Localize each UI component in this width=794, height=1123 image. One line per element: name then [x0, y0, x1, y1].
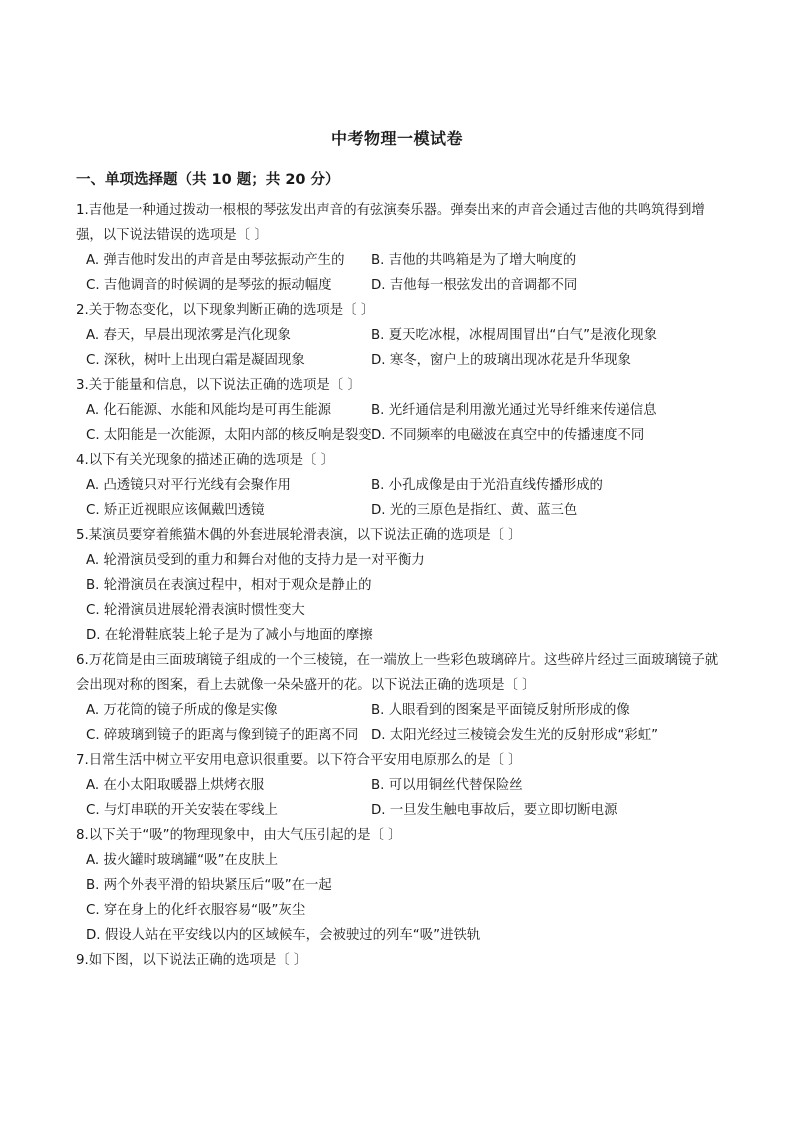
- option-a: A. 拔火罐时玻璃罐“吸”在皮肤上: [86, 853, 278, 868]
- question-3: [76, 373, 726, 448]
- option-b: B. 轮滑演员在表演过程中，相对于观众是静止的: [86, 578, 372, 593]
- option-c: C. 太阳能是一次能源，太阳内部的核反响是裂变: [86, 428, 372, 443]
- question-stem: 2.关于物态变化，以下现象判断正确的选项是〔 〕: [76, 303, 375, 318]
- question-stem: 3.关于能量和信息，以下说法正确的选项是〔 〕: [76, 378, 361, 393]
- question-4: [76, 448, 726, 523]
- question-stem: 8.以下关于“吸”的物理现象中，由大气压引起的是〔 〕: [76, 828, 402, 843]
- option-d: D. 吉他每一根弦发出的音调都不同: [371, 278, 578, 293]
- section-heading: 一、单项选择题（共 10 题；共 20 分）: [76, 172, 340, 188]
- option-b: B. 吉他的共鸣箱是为了增大响度的: [371, 253, 577, 268]
- option-c: C. 穿在身上的化纤衣服容易“吸”灰尘: [86, 903, 306, 918]
- question-stem: 6.万花筒是由三面玻璃镜子组成的一个三棱镜，在一端放上一些彩色玻璃碎片。这些碎片经过三面玻璃镜子就会出现对称的图案，看上去就像一朵朵盛开的花。以下说法正确的选项是〔 〕: [76, 653, 719, 693]
- option-a: A. 凸透镜只对平行光线有会聚作用: [86, 478, 291, 493]
- option-d: D. 在轮滑鞋底装上轮子是为了减小与地面的摩擦: [86, 628, 373, 643]
- question-8: [76, 823, 726, 948]
- option-row: [76, 698, 726, 723]
- option-a: A. 在小太阳取暖器上烘烤衣服: [86, 778, 265, 793]
- option-b: B. 可以用铜丝代替保险丝: [371, 778, 523, 793]
- option-row: [76, 273, 726, 298]
- question-9: [76, 948, 726, 973]
- option-row: [76, 798, 726, 823]
- option-c: C. 碎玻璃到镜子的距离与像到镜子的距离不同: [86, 728, 359, 743]
- option-a: A. 轮滑演员受到的重力和舞台对他的支持力是一对平衡力: [86, 553, 425, 568]
- option-b: B. 小孔成像是由于光沿直线传播形成的: [371, 478, 603, 493]
- option-row: [76, 323, 726, 348]
- question-stem: 7.日常生活中树立平安用电意识很重要。以下符合平安用电原那么的是〔 〕: [76, 753, 522, 768]
- option-d: D. 假设人站在平安线以内的区域候车，会被驶过的列车“吸”进铁轨: [86, 928, 481, 943]
- option-a: A. 春天，早晨出现浓雾是汽化现象: [86, 328, 291, 343]
- option-b: B. 光纤通信是利用激光通过光导纤维来传递信息: [371, 403, 657, 418]
- option-row: [76, 248, 726, 273]
- question-6: [76, 648, 726, 748]
- exam-title: 中考物理一模试卷: [330, 129, 463, 148]
- option-row: [76, 423, 726, 448]
- option-b: B. 人眼看到的图案是平面镜反射所形成的像: [371, 703, 630, 718]
- question-2: [76, 298, 726, 373]
- option-row: [76, 498, 726, 523]
- question-5: [76, 523, 726, 648]
- option-row: [76, 398, 726, 423]
- option-d: D. 寒冬，窗户上的玻璃出现冰花是升华现象: [371, 353, 631, 368]
- option-a: A. 万花筒的镜子所成的像是实像: [86, 703, 278, 718]
- option-c: C. 深秋，树叶上出现白霜是凝固现象: [86, 353, 305, 368]
- question-7: [76, 748, 726, 823]
- option-row: [76, 473, 726, 498]
- question-stem: 5.某演员要穿着熊猫木偶的外套进展轮滑表演，以下说法正确的选项是〔 〕: [76, 528, 522, 543]
- question-1: [76, 198, 726, 298]
- question-stem: 9.如下图，以下说法正确的选项是〔 〕: [76, 953, 308, 968]
- option-a: A. 化石能源、水能和风能均是可再生能源: [86, 403, 332, 418]
- option-c: C. 吉他调音的时候调的是琴弦的振动幅度: [86, 278, 332, 293]
- option-c: C. 矫正近视眼应该佩戴凹透镜: [86, 503, 265, 518]
- question-stem: 1.吉他是一种通过拨动一根根的琴弦发出声音的有弦演奏乐器。弹奏出来的声音会通过吉他的共鸣筑得到增强，以下说法错误的选项是〔 〕: [76, 203, 705, 243]
- option-d: D. 太阳光经过三棱镜会发生光的反射形成“彩虹”: [371, 728, 659, 743]
- option-c: C. 轮滑演员进展轮滑表演时惯性变大: [86, 603, 305, 618]
- option-d: D. 光的三原色是指红、黄、蓝三色: [371, 503, 578, 518]
- option-row: [76, 723, 726, 748]
- question-list: [76, 198, 726, 973]
- question-stem: 4.以下有关光现象的描述正确的选项是〔 〕: [76, 453, 335, 468]
- option-d: D. 一旦发生触电事故后，要立即切断电源: [371, 803, 618, 818]
- option-a: A. 弹吉他时发出的声音是由琴弦振动产生的: [86, 253, 345, 268]
- option-row: [76, 348, 726, 373]
- option-c: C. 与灯串联的开关安装在零线上: [86, 803, 278, 818]
- option-d: D. 不同频率的电磁波在真空中的传播速度不同: [371, 428, 645, 443]
- option-b: B. 两个外表平滑的铅块紧压后“吸”在一起: [86, 878, 332, 893]
- option-b: B. 夏天吃冰棍，冰棍周围冒出“白气”是液化现象: [371, 328, 657, 343]
- option-row: [76, 773, 726, 798]
